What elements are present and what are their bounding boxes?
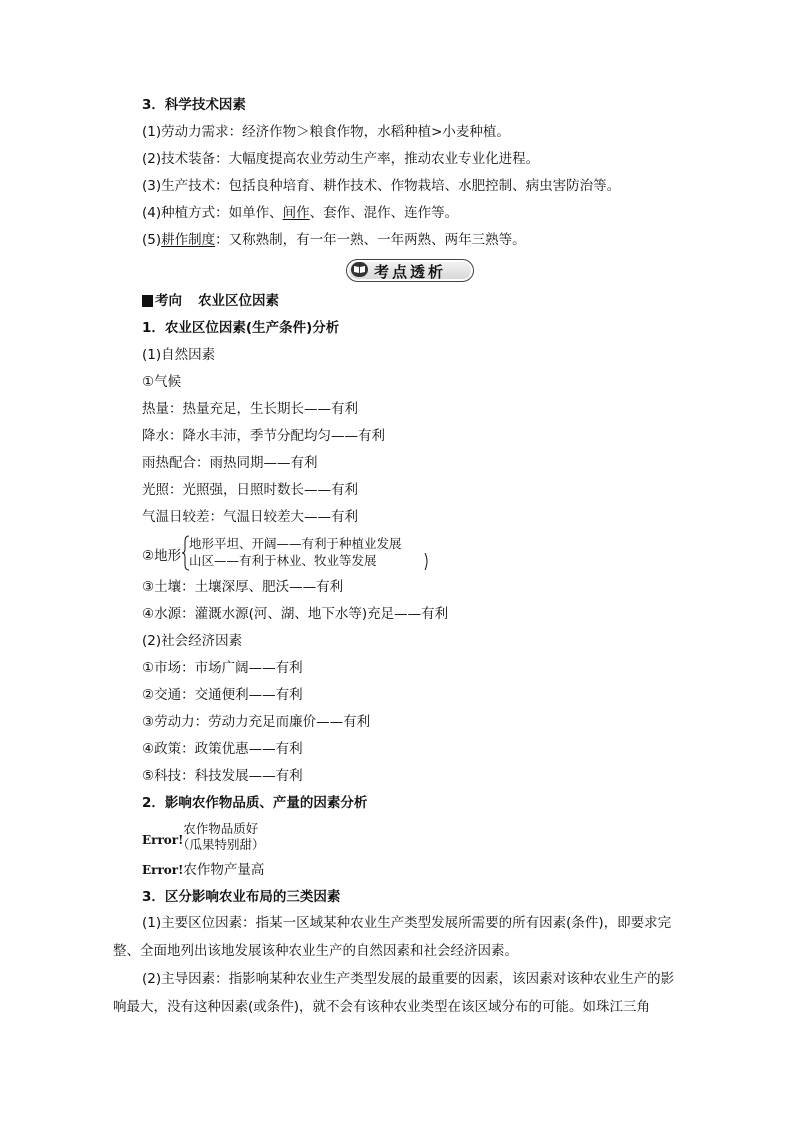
terrain-line-2: 山区——有利于林业、牧业等发展 (189, 553, 377, 568)
climate-item: 光照：光照强，日照时数长——有利 (142, 482, 358, 498)
terrain-line-1: 地形平坦、开阔——有利于种植业发展 (189, 536, 402, 551)
s1-natural: (1)自然因素 (142, 347, 216, 363)
s1-soil: ③土壤：土壤深厚、肥沃——有利 (142, 579, 344, 595)
s1-climate: ①气候 (142, 374, 182, 390)
s3-paragraph-1: (1)主要区位因素：指某一区域某种农业生产类型发展所需要的所有因素(条件)，即要求完整、全面地列出该地发展该种农业生产的自然因素和社会经济因素。 (113, 915, 672, 959)
kaoxiang-label: 考向 (155, 293, 182, 309)
climate-item: 雨热配合：雨热同期——有利 (142, 455, 318, 471)
tech-item-4 (142, 204, 458, 222)
climate-item: 气温日较差：气温日较差大——有利 (142, 509, 358, 525)
tech-item-3: (3)生产技术：包括良种培育、耕作技术、作物栽培、水肥控制、病虫害防治等。 (142, 178, 621, 194)
s1-water: ④水源：灌溉水源(河、湖、地下水等)充足——有利 (142, 606, 449, 622)
social-item: ①市场：市场广阔——有利 (142, 660, 303, 676)
s1-heading: 1．农业区位因素(生产条件)分析 (142, 320, 340, 336)
error-marker: Error! (142, 833, 184, 847)
tech-item-1: (1)劳动力需求：经济作物＞粮食作物，水稻种植>小麦种植。 (142, 124, 510, 140)
s2-heading: 2．影响农作物品质、产量的因素分析 (142, 795, 368, 811)
section-heading-tech: 3．科学技术因素 (142, 97, 246, 113)
climate-item: 热量：热量充足，生长期长——有利 (142, 401, 358, 417)
social-item: ⑤科技：科技发展——有利 (142, 768, 303, 784)
social-item: ②交通：交通便利——有利 (142, 687, 303, 703)
terrain-label: ②地形 (142, 548, 182, 564)
tech-item-4-underlined: 间作 (282, 205, 310, 221)
s3-heading: 3．区分影响农业布局的三类因素 (142, 889, 341, 905)
tech-item-5-prefix: (5) (142, 232, 162, 248)
book-icon (351, 262, 368, 277)
climate-item: 降水：降水丰沛，季节分配均匀——有利 (142, 428, 385, 444)
tech-item-5-term: 耕作制度 (161, 232, 216, 248)
yield-line (142, 861, 264, 879)
tech-item-2: (2)技术装备：大幅度提高农业劳动生产率，推动农业专业化进程。 (142, 151, 540, 167)
kaoxiang-line (142, 292, 279, 310)
quality-stack (177, 821, 265, 853)
error-marker: Error! (142, 863, 184, 877)
social-item: ④政策：政策优惠——有利 (142, 741, 303, 757)
banner-title: 考点透析 (374, 263, 447, 281)
quality-line-1: 农作物品质好 (183, 821, 259, 836)
quality-line-2: （瓜果特别甜） (177, 837, 265, 852)
tech-item-4-suffix: 、套作、混作、连作等。 (309, 205, 459, 221)
s1-social: (2)社会经济因素 (142, 633, 243, 649)
tech-item-5 (142, 231, 526, 249)
play-marker-icon (142, 295, 153, 307)
right-paren-icon (424, 553, 430, 571)
tech-item-5-suffix: ：又称熟制，有一年一熟、一年两熟、两年三熟等。 (215, 232, 526, 248)
section-banner (346, 259, 474, 282)
s3-paragraph-2: (2)主导因素：指影响某种农业生产类型发展的最重要的因素，该因素对该种农业生产的影响最大，没有这种因素(或条件)，就不会有该种农业类型在该区域分布的可能。如珠江三角 (113, 971, 675, 1015)
kaoxiang-title: 农业区位因素 (198, 293, 279, 309)
yield-text: 农作物产量高 (183, 862, 265, 878)
tech-item-4-prefix: (4)种植方式：如单作、 (142, 205, 283, 221)
social-item: ③劳动力：劳动力充足而廉价——有利 (142, 714, 371, 730)
